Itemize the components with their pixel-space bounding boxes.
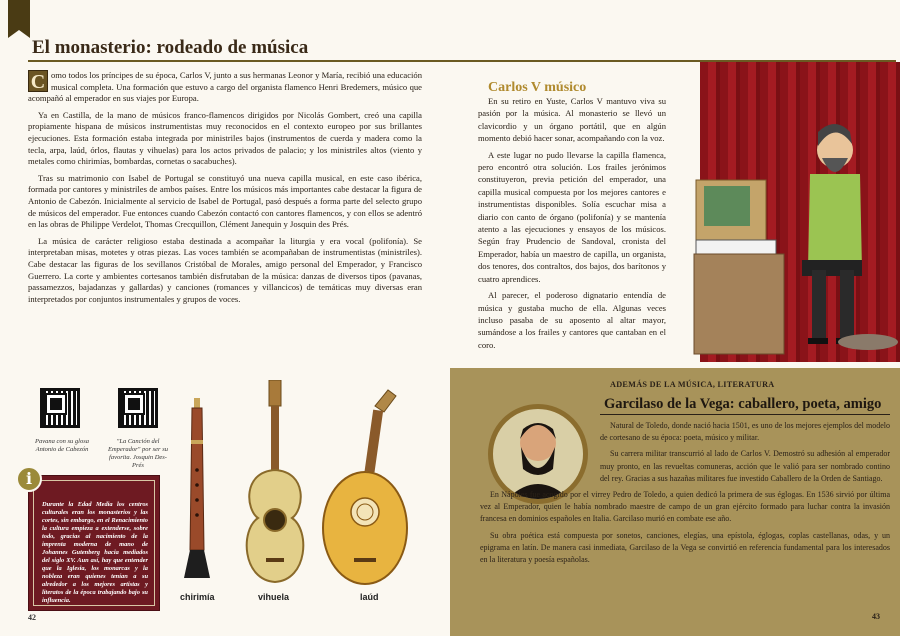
paragraph-2: A este lugar no pudo llevarse la capilla flamenca, pero encontró otra solución. Los frailes jerónimos constituyeron, previa petición del emperador, una capilla musical compuesta por los mejores cantores e instrumentistas disponibles. Solía escuchar misa a diario con canto de órgano (polifonía) y se mantenía atento a las ejecuciones y ensayos de los músicos. Según fray Prudencio de Sandoval, cronista del Emperador, había un maestro de capilla, un organista, dos tenores, dos contraltos, dos bajos, dos barítonos y cuatro aprendices. — [478, 149, 666, 284]
qr-caption-cancion: "La Canción del Emperador" por ser su favorita. Josquin Des-Prés — [108, 438, 168, 469]
paragraph-1: En su retiro en Yuste, Carlos V mantuvo viva su pasión por la música. Al monasterio se llevó un clavicordio y un órgano portátil, que en algún momento debió hacer sonar, acompañando con la voz. — [478, 96, 666, 144]
label-laud: laúd — [360, 592, 379, 602]
paragraph-4: La música de carácter religioso estaba destinada a acompañar la liturgia y era vocal (polifonía). Se interpretaban misas, motetes y otras piezas. Las voces también se acompañaban de instrumentistas (ministriles). Cabe destacar las figuras de los sevillanos Cristóbal de Morales, amigo personal del Emperador, y Francisco Guerrero. La corte y ambientes cortesanos también disfrutaban de la música: danzas de diversos tipos (pavanas, passamezzos, bajadanzas y gallardas) y canciones (romances y villancicos) de temáticas muy diversas eran interpretados por conjuntos instrumentales y grupos de voces. — [28, 235, 422, 304]
panel-title: Garcilaso de la Vega: caballero, poeta, amigo — [604, 396, 882, 412]
carlos-v-at-organ-illustration — [690, 110, 900, 360]
paragraph-1: C omo todos los príncipes de su época, Carlos V, junto a sus hermanas Leonor y María, recibió una educación musical completa. Una formación que estuvo a cargo del organista flamenco Henri Bredemers, músico que acompañó al emperador en sus viajes por Europa. — [28, 70, 422, 104]
instruments-illustration — [170, 380, 440, 590]
left-body-text — [28, 70, 422, 310]
panel-paragraph-2: Su carrera militar transcurrió al lado de Carlos V. Demostró su adhesión al emperador muy pronto, en las revueltas comuneras, acción que le valió para ser nombrado contino del rey. Gracias a sus hazañas militares fue investido Caballero de la Orden de Santiago. — [600, 449, 890, 483]
page-number-left: 42 — [28, 613, 36, 622]
chirimia-icon — [184, 398, 210, 578]
page-number-right: 43 — [872, 612, 880, 621]
qr-caption-pavana: Pavana con su glosa Antonio de Cabezón — [35, 438, 89, 453]
panel-title-divider — [600, 414, 890, 415]
panel-paragraph-3: En Nápoles fue acogido por el virrey Pedro de Toledo, a quien dedicó la primera de sus églogas. En 1536 sirvió por última vez al Emperador, quien le había nombrado maestre de campo de un gran ejército formado para luchar contra la invasión francesa en dominios españoles en Italia. Garcilaso murió en combate ese año. — [480, 490, 890, 524]
right-body-text — [478, 95, 666, 355]
panel-paragraph-1: Natural de Toledo, donde nació hacia 1501, es uno de los mejores ejemplos del modelo de cortesano de su época: poeta, músico y militar. — [600, 421, 890, 443]
info-box-text: Durante la Edad Media los centros culturales eran los monasterios y las cortes, sin embargo, en el Renacimiento la cultura empieza a extenderse, sobre todo, gracias al nacimiento de la imprenta moderna de mano de Johannes Gutenberg hacia mediados del siglo XV. Aun así, hay que entender que la Iglesia, los monarcas y la nobleza eran quienes tenían a su alrededor a los mejores artistas y literatos de la época trabajando bajo su influencia. — [33, 480, 155, 606]
panel-kicker: ADEMÁS DE LA MÚSICA, LITERATURA — [610, 380, 775, 389]
dropcap-letter: C — [28, 70, 48, 92]
panel-paragraph-4: Su obra poética está compuesta por sonetos, canciones, elegías, una epístola, églogas, coplas castellanas, odas, y un epigrama en latín. De manera casi inmediata, Garcilaso de la Vega se convirtió en referencia fundamental para los interesados en la literatura y poesía españolas. — [480, 530, 890, 565]
paragraph-2: Ya en Castilla, de la mano de músicos franco-flamencos dirigidos por Nicolás Gombert, creó una capilla propiamente hispana de músicos instrumentistas muy reconocidos en el contexto europeo por sus brillantes ejecuciones. Esta formación estaba integrada por ministriles bajos (instrumentos de cuerda y madera como la tecla, arpa, laúd, órlos, flautas y vihuelas) para los actos privados de palacio; y los ministriles altos (viento y metales como chirimías, bombardas, cornetas o sacabuches). — [28, 109, 422, 167]
label-vihuela: vihuela — [258, 592, 290, 602]
qr-code-cancion[interactable] — [118, 388, 158, 428]
vihuela-icon — [247, 380, 304, 582]
info-icon: i — [16, 466, 42, 492]
info-box — [28, 475, 160, 611]
bookmark-icon — [8, 0, 30, 30]
panel-body-text — [480, 420, 890, 570]
label-chirimia: chirimía — [180, 592, 215, 602]
paragraph-3: Tras su matrimonio con Isabel de Portugal se constituyó una nueva capilla musical, en este caso ibérica, formada por cantores y ministriles de ambos países. Entre los músicos más importantes cabe destacar la figura de Antonio de Cabezón. Inicialmente al servicio de Isabel de Portugal, pasó después a forma parte del selecto grupo de músicos del emperador. Fue entonces cuando Cabezón contactó con cantores flamencos, y con ellos se adentró en las obras de Philippe Verdelot, Thomas Crecquillon, Clément Janequin y Josquin des Prés. — [28, 172, 422, 230]
qr-code-pavana[interactable] — [40, 388, 80, 428]
laud-icon — [323, 390, 407, 584]
paragraph-3: Al parecer, el poderoso dignatario entendía de música y gustaba mucho de ella. Algunas veces incluso pasaba de su aposento al altar mayor, sumándose a los frailes y cantores que cantaban en el coro. — [478, 290, 666, 350]
page-title: El monasterio: rodeado de música — [32, 37, 309, 58]
section-subtitle: Carlos V músico — [488, 80, 587, 95]
